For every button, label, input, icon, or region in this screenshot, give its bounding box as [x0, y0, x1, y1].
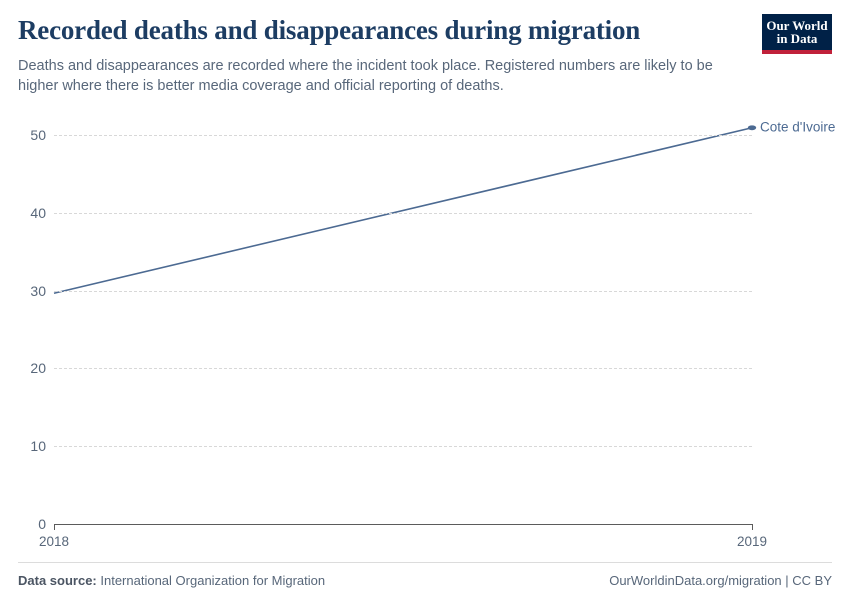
y-axis-tick-label: 50	[30, 127, 46, 144]
logo-line-1: Our World	[766, 18, 828, 33]
our-world-in-data-logo[interactable]	[762, 14, 832, 54]
y-axis-tick-label: 10	[30, 437, 46, 454]
line-series-svg	[54, 120, 752, 524]
y-axis-tick-label: 30	[30, 282, 46, 299]
series-endpoint-marker	[748, 125, 756, 130]
page-title: Recorded deaths and disappearances during migration	[18, 15, 641, 45]
chart-footer	[18, 562, 832, 588]
x-axis-tick-mark	[752, 524, 753, 530]
series-line	[54, 127, 752, 292]
gridline	[54, 291, 752, 292]
x-axis-tick-mark	[54, 524, 55, 530]
gridline	[54, 135, 752, 136]
gridline	[54, 368, 752, 369]
logo-line-2: in Data	[776, 31, 818, 47]
data-source-label: Data source:	[18, 573, 97, 588]
x-axis-line	[54, 524, 752, 525]
chart-header	[18, 16, 832, 96]
chart-area	[18, 110, 836, 560]
plot-region[interactable]	[30, 119, 836, 549]
y-axis-tick-label: 40	[30, 204, 46, 221]
y-axis-tick-label: 0	[38, 515, 46, 532]
chart-subtitle: Deaths and disappearances are recorded where the incident took place. Registered numbers are likely to be higher where there is better media coverage and official reporting of deaths.	[18, 57, 713, 94]
gridline	[54, 213, 752, 214]
credit-link[interactable]: OurWorldinData.org/migration | CC BY	[609, 573, 832, 588]
x-axis-tick-label: 2019	[736, 533, 768, 549]
gridline	[54, 446, 752, 447]
series-label[interactable]: Cote d'Ivoire	[760, 119, 836, 135]
y-axis-tick-label: 20	[30, 360, 46, 377]
data-source-value: International Organization for Migration	[100, 573, 326, 588]
x-axis-tick-label: 2018	[38, 533, 70, 549]
data-source	[18, 573, 325, 588]
